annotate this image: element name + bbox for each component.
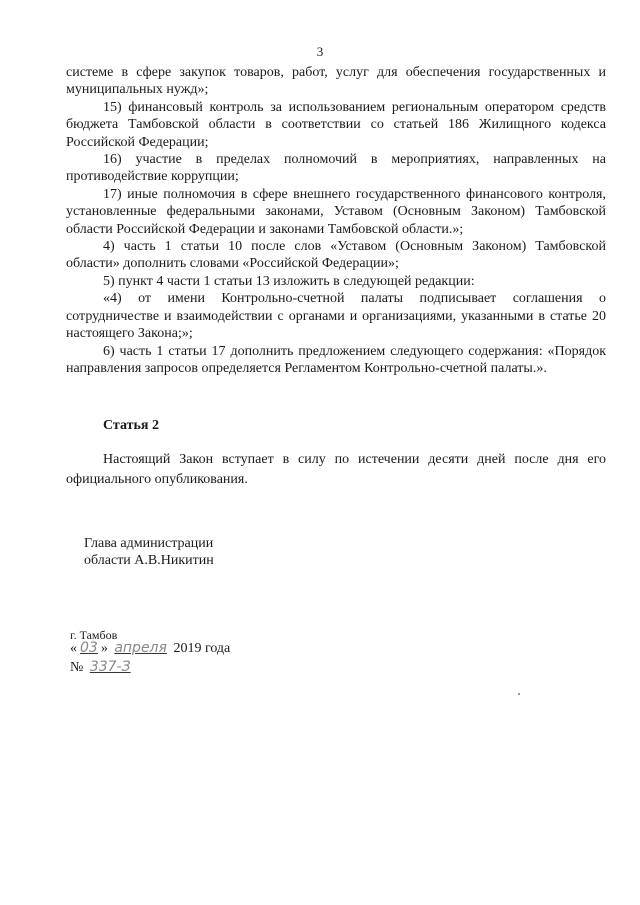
date-year: 2019 года — [173, 641, 231, 656]
date-close-quote: » — [100, 641, 108, 656]
place-of-signing: г. Тамбов — [70, 628, 118, 642]
paragraph: 5) пункт 4 части 1 статьи 13 изложить в следующей редакции: — [103, 273, 475, 289]
signature-name: области А.В.Никитин — [84, 553, 214, 568]
date-month: апреля — [114, 640, 167, 656]
signature-title: Глава администрации — [84, 536, 214, 551]
law-number — [70, 659, 134, 676]
paragraph: 17) иные полномочия в сфере внешнего государственного финансового контроля, установленные федеральными законами, Уставом (Основным Законом) Тамбовской области Российской Федерации и законами Тамбовской области.»; — [66, 186, 606, 237]
paragraph: «4) от имени Контрольно-счетной палаты подписывает соглашения о сотрудничестве и взаимодействии с органами и организациями, указанными в статье 20 настоящего Закона;»; — [66, 291, 606, 342]
article-heading: Статья 2 — [103, 418, 159, 433]
paragraph: 6) часть 1 статьи 17 дополнить предложением следующего содержания: «Порядок направления запросов определяется Регламентом Контрольно-счетной палаты.». — [66, 343, 606, 376]
page-number: 3 — [316, 44, 324, 59]
paragraph: 4) часть 1 статьи 10 после слов «Уставом (Основным Законом) Тамбовской области» дополнить словами «Российской Федерации»; — [66, 239, 606, 272]
article-text: Настоящий Закон вступает в силу по истечении десяти дней после дня его официального опубликования. — [66, 452, 606, 487]
signature-block — [84, 535, 214, 569]
paragraph: системе в сфере закупок товаров, работ, услуг для обеспечения государственных и муниципальных нужд»; — [66, 65, 606, 98]
paragraph: 15) финансовый контроль за использованием региональным оператором средств бюджета Тамбовской области в соответствии со статьей 186 Жилищного кодекса Российской Федерации; — [66, 99, 606, 150]
number-label: № — [70, 660, 84, 675]
law-amendments-text — [66, 64, 606, 377]
date-day: 03 — [80, 640, 98, 656]
scan-speck — [518, 693, 520, 695]
paragraph: 16) участие в пределах полномочий в мероприятиях, направленных на противодействие коррупции; — [66, 152, 606, 185]
number-value: 337-З — [89, 659, 131, 675]
signing-date — [70, 640, 230, 657]
date-open-quote: « — [70, 641, 77, 656]
